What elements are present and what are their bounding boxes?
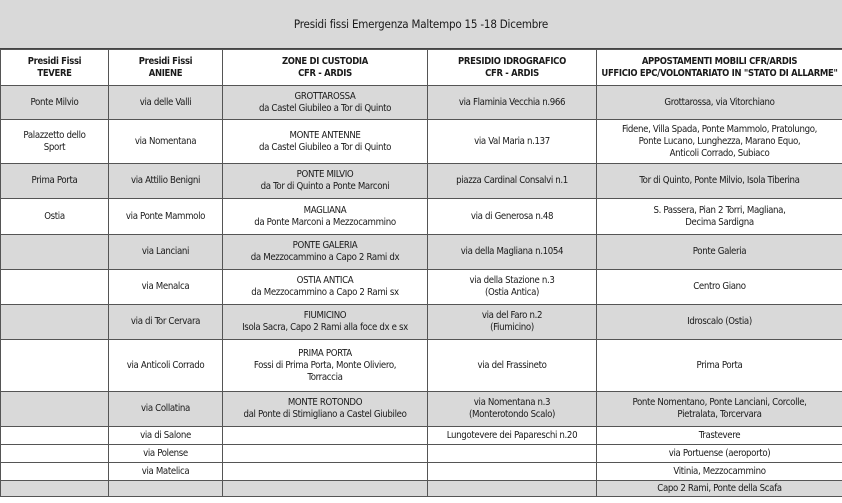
cell-appostamenti-mobili bbox=[597, 120, 842, 164]
cell-presidio-aniene bbox=[109, 481, 223, 497]
cell-presidio-idrografico-line: via della Magliana n.1054 bbox=[460, 246, 564, 257]
cell-appostamenti-mobili-line: Centro Giano bbox=[693, 281, 746, 292]
cell-zona-custodia-line: MAGLIANA bbox=[303, 204, 347, 216]
cell-presidio-aniene-line: via Attilio Benigni bbox=[130, 175, 201, 186]
cell-zona-custodia bbox=[223, 235, 428, 270]
table-row bbox=[1, 463, 842, 481]
cell-presidio-idrografico bbox=[428, 427, 597, 445]
cell-appostamenti-mobili-line: Pietralata, Torcervara bbox=[677, 409, 762, 420]
cell-appostamenti-mobili bbox=[597, 270, 842, 305]
cell-appostamenti-mobili-line: Capo 2 Rami, Ponte della Scafa bbox=[657, 482, 782, 494]
cell-presidio-idrografico-line: via di Generosa n.48 bbox=[470, 210, 554, 222]
cell-appostamenti-mobili-line: S. Passera, Pian 2 Torri, Magliana, bbox=[653, 204, 786, 216]
header-aniene: Presidi Fissi ANIENE bbox=[109, 50, 223, 86]
table-row bbox=[1, 481, 842, 497]
cell-presidio-idrografico bbox=[428, 164, 597, 199]
cell-presidio-aniene-line: via Ponte Mammolo bbox=[125, 210, 206, 222]
cell-presidio-tevere bbox=[1, 305, 109, 340]
cell-zona-custodia-line: PONTE GALERIA bbox=[292, 240, 358, 251]
cell-presidio-aniene-line: via Menalca bbox=[141, 281, 190, 292]
cell-presidio-tevere-line: Sport bbox=[43, 141, 66, 153]
cell-presidio-aniene bbox=[109, 199, 223, 235]
cell-presidio-aniene bbox=[109, 445, 223, 463]
cell-zona-custodia-line: dal Ponte di Stimigliano a Castel Giubileo bbox=[243, 409, 407, 420]
cell-presidio-tevere bbox=[1, 427, 109, 445]
cell-presidio-tevere bbox=[1, 199, 109, 235]
cell-presidio-aniene-line: via Matelica bbox=[141, 465, 190, 477]
cell-zona-custodia-line: MONTE ANTENNE bbox=[289, 129, 361, 141]
cell-presidio-idrografico bbox=[428, 481, 597, 497]
cell-presidio-aniene-line: via Polense bbox=[143, 447, 188, 459]
cell-zona-custodia-line: da Castel Giubileo a Tor di Quinto bbox=[258, 102, 392, 114]
cell-zona-custodia bbox=[223, 392, 428, 427]
cell-presidio-idrografico bbox=[428, 235, 597, 270]
cell-presidio-aniene-line: via Nomentana bbox=[134, 135, 197, 147]
cell-presidio-idrografico bbox=[428, 340, 597, 392]
table-row bbox=[1, 164, 842, 199]
cell-appostamenti-mobili-line: Grottarossa, via Vitorchiano bbox=[664, 96, 775, 108]
cell-presidio-idrografico-line: via del Faro n.2 bbox=[481, 310, 543, 321]
cell-presidio-aniene bbox=[109, 427, 223, 445]
table-row bbox=[1, 120, 842, 164]
cell-presidio-aniene bbox=[109, 86, 223, 120]
cell-zona-custodia bbox=[223, 340, 428, 392]
cell-appostamenti-mobili-line: Ponte Galeria bbox=[692, 246, 747, 257]
cell-presidio-idrografico-line: Lungotevere dei Papareschi n.20 bbox=[446, 429, 578, 441]
cell-presidio-idrografico bbox=[428, 463, 597, 481]
cell-presidio-idrografico-line: via Val Maria n.137 bbox=[474, 135, 550, 147]
cell-presidio-tevere bbox=[1, 340, 109, 392]
cell-presidio-aniene bbox=[109, 463, 223, 481]
cell-presidio-idrografico bbox=[428, 86, 597, 120]
cell-zona-custodia bbox=[223, 481, 428, 497]
cell-zona-custodia-line: PONTE MILVIO bbox=[296, 169, 354, 180]
cell-appostamenti-mobili bbox=[597, 481, 842, 497]
cell-appostamenti-mobili-line: Tor di Quinto, Ponte Milvio, Isola Tiberina bbox=[639, 175, 800, 186]
cell-zona-custodia-line: da Ponte Marconi a Mezzocammino bbox=[254, 216, 396, 228]
cell-zona-custodia bbox=[223, 270, 428, 305]
cell-presidio-aniene bbox=[109, 235, 223, 270]
cell-zona-custodia bbox=[223, 164, 428, 199]
cell-presidio-tevere-line: Ponte Milvio bbox=[30, 96, 79, 108]
cell-presidio-aniene-line: via Anticoli Corrado bbox=[126, 359, 205, 371]
cell-zona-custodia-line: da Castel Giubileo a Tor di Quinto bbox=[258, 141, 392, 153]
cell-appostamenti-mobili-line: Ponte Lucano, Lunghezza, Marano Equo, bbox=[638, 135, 801, 147]
cell-zona-custodia-line: OSTIA ANTICA bbox=[296, 275, 354, 286]
table-row bbox=[1, 340, 842, 392]
cell-zona-custodia bbox=[223, 86, 428, 120]
cell-presidio-aniene bbox=[109, 120, 223, 164]
cell-appostamenti-mobili-line: Fidene, Villa Spada, Ponte Mammolo, Pratolungo, bbox=[621, 123, 818, 135]
header-tevere: Presidi Fissi TEVERE bbox=[1, 50, 109, 86]
cell-zona-custodia-line: GROTTAROSSA bbox=[294, 90, 356, 102]
cell-appostamenti-mobili-line: Idroscalo (Ostia) bbox=[687, 316, 752, 327]
cell-appostamenti-mobili bbox=[597, 235, 842, 270]
cell-presidio-tevere bbox=[1, 120, 109, 164]
cell-presidio-tevere-line: Prima Porta bbox=[31, 175, 78, 186]
cell-presidio-tevere bbox=[1, 463, 109, 481]
cell-appostamenti-mobili bbox=[597, 340, 842, 392]
document-title: Presidi fissi Emergenza Maltempo 15 -18 Dicembre bbox=[0, 0, 842, 49]
cell-zona-custodia bbox=[223, 463, 428, 481]
emergency-table bbox=[0, 49, 842, 497]
table-row bbox=[1, 86, 842, 120]
cell-presidio-idrografico-line: via della Stazione n.3 bbox=[469, 275, 555, 286]
cell-zona-custodia-line: MONTE ROTONDO bbox=[287, 397, 363, 408]
cell-presidio-aniene-line: via di Salone bbox=[140, 429, 191, 441]
cell-presidio-aniene bbox=[109, 270, 223, 305]
cell-presidio-tevere bbox=[1, 270, 109, 305]
table-row bbox=[1, 305, 842, 340]
cell-presidio-idrografico bbox=[428, 120, 597, 164]
cell-appostamenti-mobili-line: Ponte Nomentano, Ponte Lanciani, Corcolle, bbox=[632, 397, 807, 408]
table-row bbox=[1, 235, 842, 270]
table-row bbox=[1, 270, 842, 305]
cell-appostamenti-mobili bbox=[597, 427, 842, 445]
cell-presidio-aniene-line: via Lanciani bbox=[141, 246, 190, 257]
cell-presidio-idrografico-line: (Ostia Antica) bbox=[484, 287, 540, 298]
cell-presidio-aniene-line: via di Tor Cervara bbox=[130, 316, 201, 327]
cell-appostamenti-mobili-line: via Portuense (aeroporto) bbox=[668, 447, 771, 459]
header-presidio-idrografico: PRESIDIO IDROGRAFICO CFR - ARDIS bbox=[428, 50, 597, 86]
header-row bbox=[1, 50, 842, 86]
cell-presidio-aniene bbox=[109, 392, 223, 427]
table-row bbox=[1, 445, 842, 463]
cell-presidio-tevere bbox=[1, 445, 109, 463]
cell-presidio-tevere bbox=[1, 481, 109, 497]
cell-zona-custodia-line: da Tor di Quinto a Ponte Marconi bbox=[260, 181, 390, 192]
cell-appostamenti-mobili-line: Anticoli Corrado, Subiaco bbox=[669, 147, 770, 159]
cell-zona-custodia-line: Fossi di Prima Porta, Monte Oliviero, bbox=[253, 359, 397, 371]
cell-zona-custodia bbox=[223, 427, 428, 445]
cell-zona-custodia-line: Torraccia bbox=[307, 371, 343, 383]
cell-zona-custodia bbox=[223, 120, 428, 164]
table-row bbox=[1, 427, 842, 445]
cell-zona-custodia bbox=[223, 445, 428, 463]
cell-appostamenti-mobili bbox=[597, 199, 842, 235]
cell-presidio-tevere bbox=[1, 164, 109, 199]
cell-zona-custodia bbox=[223, 305, 428, 340]
cell-presidio-idrografico-line: via del Frassineto bbox=[477, 359, 547, 371]
cell-presidio-tevere bbox=[1, 86, 109, 120]
cell-appostamenti-mobili bbox=[597, 463, 842, 481]
cell-presidio-idrografico-line: (Fiumicino) bbox=[490, 322, 534, 333]
cell-presidio-idrografico-line: via Nomentana n.3 bbox=[473, 397, 551, 408]
cell-appostamenti-mobili bbox=[597, 445, 842, 463]
cell-zona-custodia-line: FIUMICINO bbox=[303, 310, 347, 321]
cell-appostamenti-mobili bbox=[597, 86, 842, 120]
table-row bbox=[1, 392, 842, 427]
cell-presidio-tevere bbox=[1, 392, 109, 427]
cell-presidio-idrografico bbox=[428, 270, 597, 305]
cell-presidio-tevere bbox=[1, 235, 109, 270]
cell-presidio-idrografico-line: (Monterotondo Scalo) bbox=[468, 409, 556, 420]
cell-zona-custodia-line: PRIMA PORTA bbox=[298, 347, 352, 359]
cell-presidio-aniene-line: via Collatina bbox=[141, 403, 190, 414]
cell-presidio-tevere-line: Ostia bbox=[44, 210, 65, 222]
cell-presidio-idrografico-line: piazza Cardinal Consalvi n.1 bbox=[456, 175, 568, 186]
cell-presidio-idrografico bbox=[428, 392, 597, 427]
cell-presidio-aniene bbox=[109, 164, 223, 199]
cell-presidio-aniene-line: via delle Valli bbox=[139, 96, 192, 108]
cell-appostamenti-mobili-line: Trastevere bbox=[698, 429, 741, 441]
cell-presidio-idrografico bbox=[428, 305, 597, 340]
cell-zona-custodia-line: Isola Sacra, Capo 2 Rami alla foce dx e sx bbox=[242, 322, 408, 333]
header-appostamenti-mobili: APPOSTAMENTI MOBILI CFR/ARDIS UFFICIO EPC/VOLONTARIATO IN "STATO DI ALLARME" bbox=[597, 50, 842, 86]
cell-appostamenti-mobili-line: Decima Sardigna bbox=[685, 216, 754, 228]
cell-presidio-idrografico bbox=[428, 445, 597, 463]
cell-zona-custodia-line: da Mezzocammino a Capo 2 Rami sx bbox=[251, 287, 399, 298]
header-zone-custodia: ZONE DI CUSTODIA CFR - ARDIS bbox=[223, 50, 428, 86]
cell-appostamenti-mobili bbox=[597, 164, 842, 199]
cell-presidio-idrografico-line: via Flaminia Vecchia n.966 bbox=[458, 96, 566, 108]
cell-presidio-aniene bbox=[109, 340, 223, 392]
cell-appostamenti-mobili bbox=[597, 305, 842, 340]
table-row bbox=[1, 199, 842, 235]
cell-appostamenti-mobili-line: Prima Porta bbox=[696, 359, 743, 371]
cell-presidio-tevere-line: Palazzetto dello bbox=[23, 129, 86, 141]
cell-zona-custodia-line: da Mezzocammino a Capo 2 Rami dx bbox=[250, 252, 400, 263]
cell-zona-custodia bbox=[223, 199, 428, 235]
cell-appostamenti-mobili-line: Vitinia, Mezzocammino bbox=[673, 465, 766, 477]
cell-appostamenti-mobili bbox=[597, 392, 842, 427]
cell-presidio-idrografico bbox=[428, 199, 597, 235]
cell-presidio-aniene bbox=[109, 305, 223, 340]
